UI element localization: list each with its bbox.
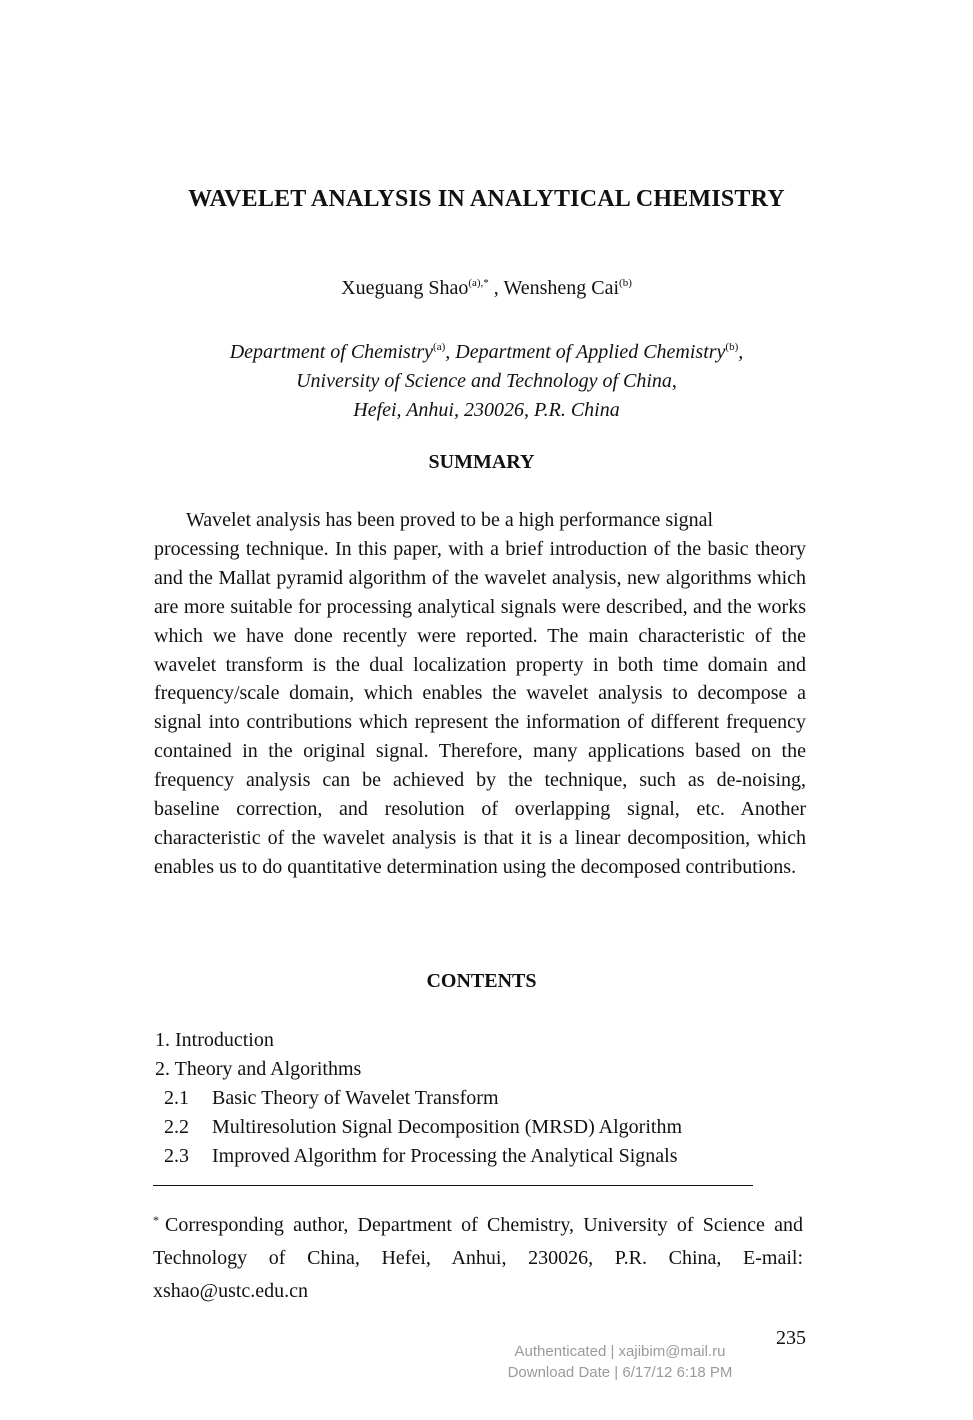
affiliation-mark: (b) [725, 341, 739, 353]
summary-text: processing technique. In this paper, with a brief introduction of the basic theory and the Mallat pyramid algorithm of the wavelet analysis, new algorithms which are more suitable for processing analytical signals were described, and the works which we have done recently were reported. The main characteristic of the wavelet transform is the dual localization property in both time domain and frequency/scale domain, which enables the wavelet analysis to decompose a signal into contributions which represent the information of different frequency contained in the original signal. Therefore, many applications based on the frequency analysis can be achieved by the technique, such as de-noising, baseline correction, and resolution of overlapping signal, etc. Another characteristic of the wavelet analysis is that it is a linear decomposition, which enables us to do quantitative determination using the decomposed contributions. [154, 537, 806, 878]
author-list [0, 277, 973, 300]
toc-item [155, 1113, 682, 1142]
author-name: Xueguang Shao [341, 277, 469, 299]
summary-paragraph [154, 506, 806, 882]
summary-heading: SUMMARY [428, 451, 535, 473]
affiliation-line: University of Science and Technology of China, [296, 370, 677, 392]
summary-first-line: Wavelet analysis has been proved to be a high performance signal [186, 509, 714, 531]
toc-number: 2.1 [164, 1087, 189, 1109]
footnote-mark: * [153, 1213, 159, 1227]
download-watermark [480, 1341, 760, 1383]
affiliation-dept: Department of Chemistry [229, 341, 434, 363]
toc-number: 2.2 [164, 1116, 189, 1138]
affiliation-line [0, 333, 973, 367]
footnote-rule [153, 1185, 753, 1186]
toc-number: 2.3 [164, 1145, 189, 1167]
affiliation-block [0, 333, 973, 425]
toc-label: Improved Algorithm for Processing the Analytical Signals [212, 1145, 678, 1167]
watermark-line: Authenticated | xajibim@mail.ru [514, 1343, 726, 1360]
author-affiliation-mark: (b) [619, 277, 632, 289]
author-separator: , [488, 277, 504, 299]
affiliation-mark: (a) [433, 341, 446, 353]
watermark-line: Download Date | 6/17/12 6:18 PM [507, 1364, 733, 1381]
affiliation-line: Hefei, Anhui, 230026, P.R. China [353, 399, 620, 421]
toc-label: Basic Theory of Wavelet Transform [212, 1087, 499, 1109]
author-affiliation-mark: (a),* [468, 277, 489, 289]
affiliation-dept: , Department of Applied Chemistry [445, 341, 726, 363]
author-name: Wensheng Cai [503, 277, 620, 299]
page-number: 235 [776, 1327, 806, 1349]
toc-item [155, 1142, 682, 1171]
toc-label: Multiresolution Signal Decomposition (MRSD) Algorithm [212, 1116, 682, 1138]
paper-title: WAVELET ANALYSIS IN ANALYTICAL CHEMISTRY [188, 186, 785, 212]
footnote-text: Corresponding author, Department of Chemistry, University of Science and Technology of China, Hefei, Anhui, 230026, P.R. China, E-mail: xshao@ustc.edu.cn [153, 1214, 803, 1302]
toc-label: 1. Introduction [155, 1029, 274, 1051]
toc-label: 2. Theory and Algorithms [155, 1058, 362, 1080]
footnote [153, 1204, 803, 1308]
toc-item [155, 1084, 682, 1113]
table-of-contents [155, 1026, 682, 1171]
affiliation-punct: , [738, 341, 744, 363]
contents-heading: CONTENTS [426, 970, 537, 992]
toc-item [155, 1026, 682, 1055]
toc-item [155, 1055, 682, 1084]
